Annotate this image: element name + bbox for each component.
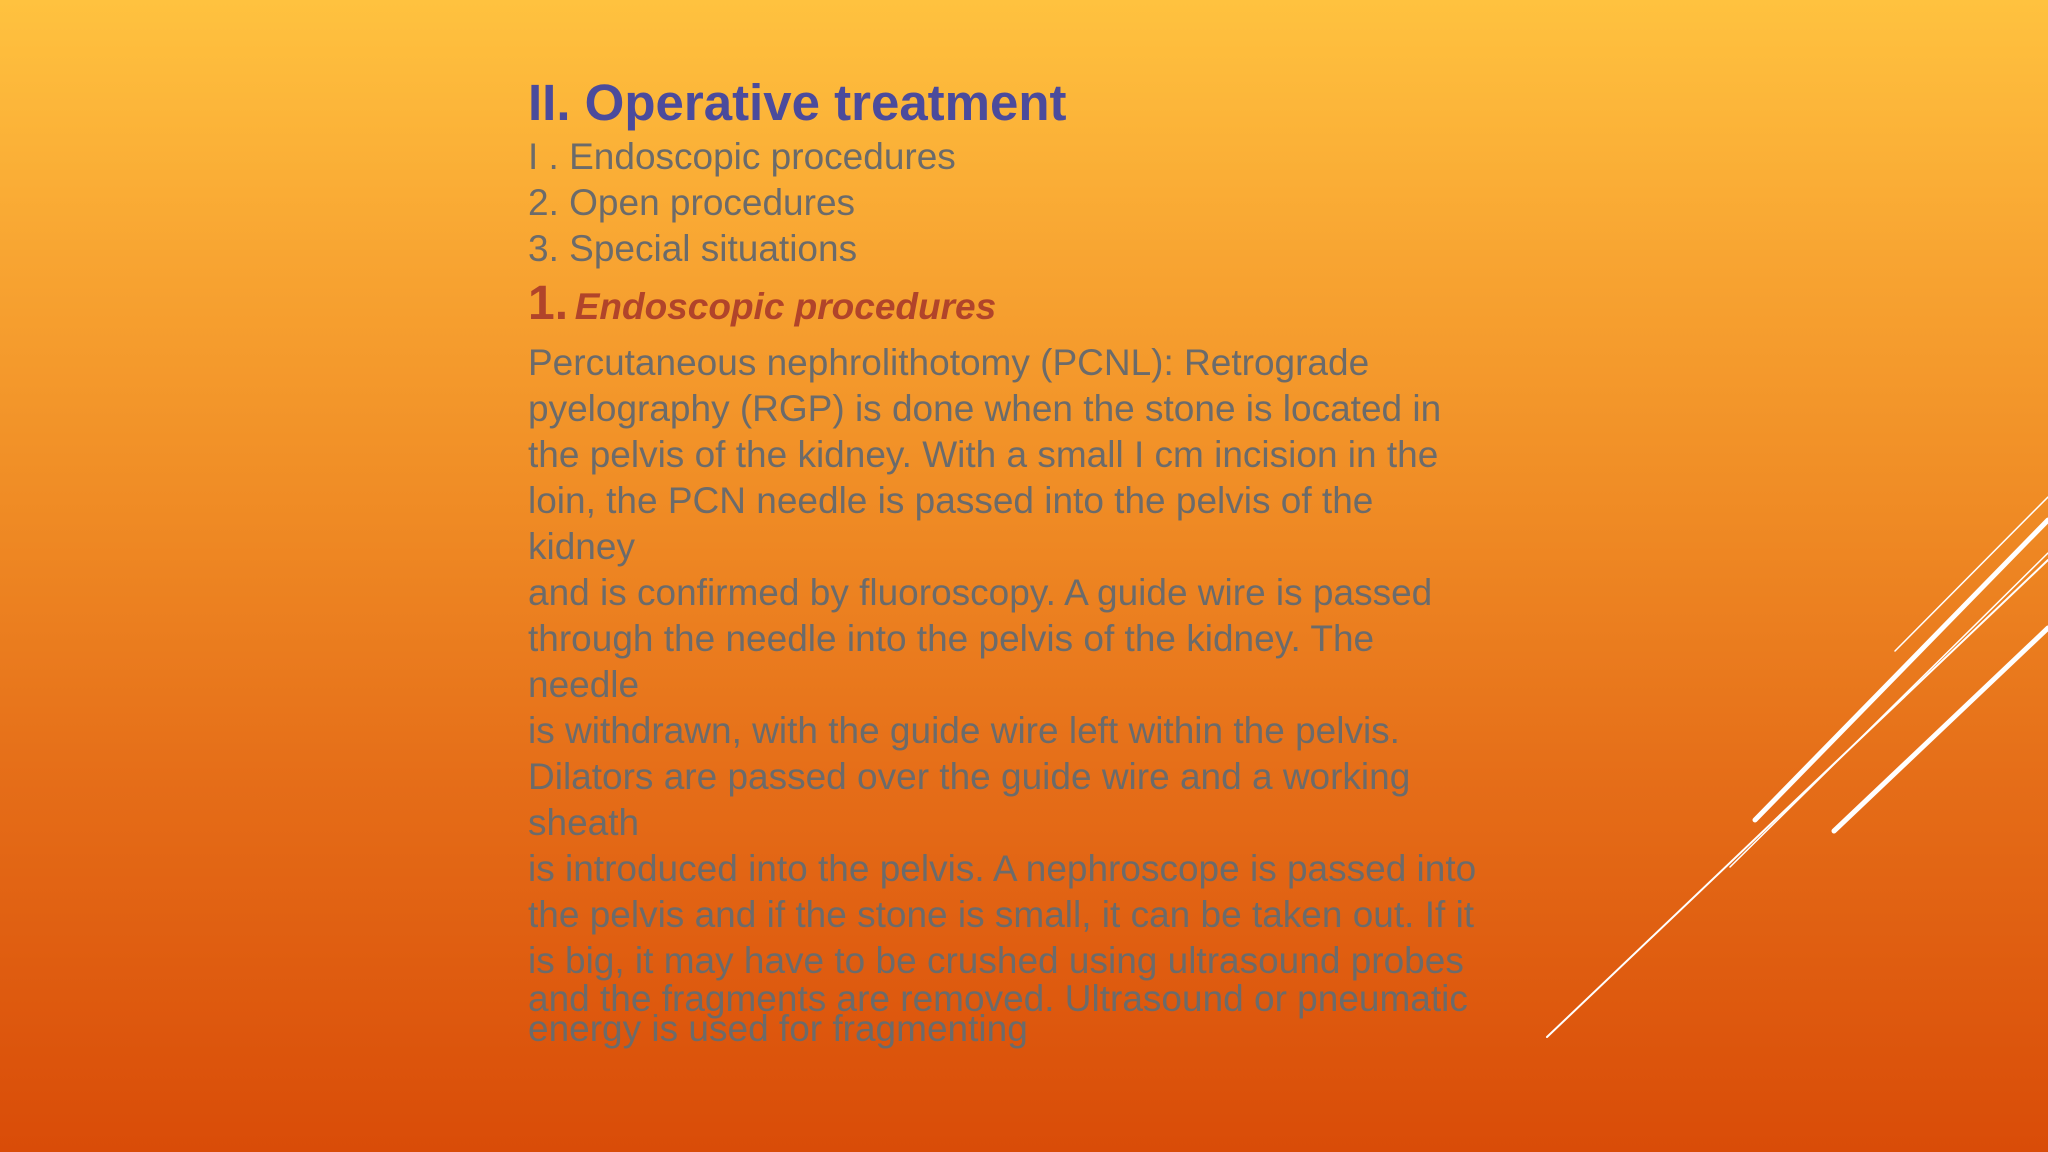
- body-line: pyelography (RGP) is done when the stone is located in: [528, 388, 1442, 429]
- body-line: the pelvis of the kidney. With a small I cm incision in the: [528, 434, 1439, 475]
- body-line: loin, the PCN needle is passed into the pelvis of the: [528, 480, 1374, 521]
- body-line: and the fragments are removed. Ultrasound or pneumatic: [528, 978, 1468, 1019]
- body-line: energy is used for fragmenting: [528, 1008, 1028, 1049]
- slide-title: II. Operative treatment: [528, 74, 1067, 131]
- body-line: is introduced into the pelvis. A nephroscope is passed into: [528, 848, 1477, 889]
- outline-item: 3. Special situations: [528, 228, 858, 269]
- body-line: kidney: [528, 526, 635, 567]
- outline-item: I . Endoscopic procedures: [528, 136, 956, 177]
- outline-list: [528, 134, 1528, 272]
- body-line: is big, it may have to be crushed using ultrasound probes: [528, 940, 1464, 981]
- section-heading: [528, 276, 1528, 340]
- section-title: Endoscopic procedures: [574, 286, 997, 327]
- body-line: Dilators are passed over the guide wire and a working: [528, 756, 1411, 797]
- body-line: and is confirmed by fluoroscopy. A guide wire is passed: [528, 572, 1433, 613]
- body-line: is withdrawn, with the guide wire left within the pelvis.: [528, 710, 1400, 751]
- body-line: sheath: [528, 802, 640, 843]
- body-paragraph: [528, 340, 1528, 1049]
- outline-item: 2. Open procedures: [528, 182, 856, 223]
- body-line: through the needle into the pelvis of the kidney. The: [528, 618, 1375, 659]
- body-line: needle: [528, 664, 640, 705]
- body-line: the pelvis and if the stone is small, it can be taken out. If it: [528, 894, 1475, 935]
- slide-content: [528, 72, 1528, 1049]
- section-number: 1.: [528, 277, 569, 330]
- body-line: Percutaneous nephrolithotomy (PCNL): Retrograde: [528, 342, 1370, 383]
